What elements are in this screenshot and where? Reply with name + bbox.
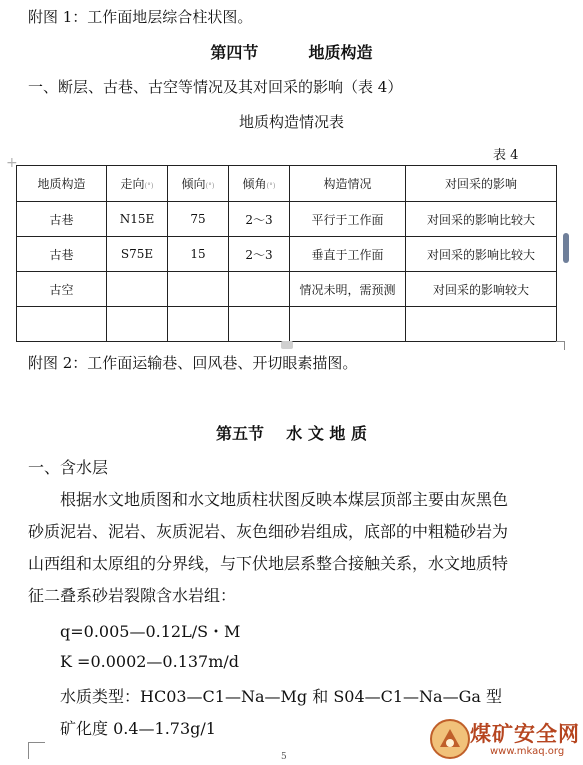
mine-logo-icon [428,717,472,761]
table-row [17,237,557,272]
table-cell: 2～3 [229,237,290,272]
table-cell [17,307,107,342]
table-header-row [17,166,557,202]
watermark-url: www.mkaq.org [490,746,565,757]
table-corner-mark [556,341,565,350]
table-header-cell: 倾角(°) [229,166,290,202]
appendix-1-caption: 附图 1：工作面地层综合柱状图。 [28,8,253,26]
table-cell [168,307,229,342]
table-cell: 2～3 [229,202,290,237]
page-number: 5 [281,752,287,762]
table-title: 地质构造情况表 [238,113,344,131]
mineralization: 矿化度 0.4—1.73g/1 [60,719,216,738]
table-cell: 对回采的影响比较大 [406,202,557,237]
table-cell: 古巷 [17,202,107,237]
paragraph-line: 山西组和太原组的分界线，与下伏地层系整合接触关系，水文地质特 [28,554,509,573]
formula-q: q=0.005—0.12L/S・M [60,622,241,641]
table-cell: 15 [168,237,229,272]
table-header-cell: 走向(°) [107,166,168,202]
water-quality-type: 水质类型：HC03—C1—Na—Mg 和 S04—C1—Na—Ga 型 [60,687,503,706]
table-header-cell: 对回采的影响 [406,166,557,202]
table-cell: N15E [107,202,168,237]
table-cell [229,272,290,307]
table-cell: 75 [168,202,229,237]
appendix-2-caption: 附图 2：工作面运输巷、回风巷、开切眼素描图。 [28,354,358,372]
page-corner-mark-left [28,742,45,759]
table-cell: 古巷 [17,237,107,272]
paragraph-line: 砂质泥岩、泥岩、灰质泥岩、灰色细砂岩组成，底部的中粗糙砂岩为 [28,522,509,541]
table-resize-handle-icon[interactable] [281,341,293,349]
table-cell [229,307,290,342]
subsection-aquifer-heading: 一、含水层 [28,458,109,477]
table-cell: 对回采的影响比较大 [406,237,557,272]
table-label: 表 4 [493,148,519,163]
table-cell: 对回采的影响较大 [406,272,557,307]
table-move-handle-icon[interactable]: + [6,155,18,171]
table-cell [107,272,168,307]
table-cell: 平行于工作面 [290,202,406,237]
subsection-faults-heading: 一、断层、古巷、古空等情况及其对回采的影响（表 4） [28,78,403,96]
table-cell [290,307,406,342]
table-cell: S75E [107,237,168,272]
table-header-cell: 地质构造 [17,166,107,202]
formula-k: K =0.0002—0.137m/d [60,652,240,671]
table-row [17,202,557,237]
table-header-cell: 倾向(°) [168,166,229,202]
table-cell: 古空 [17,272,107,307]
paragraph-line: 根据水文地质图和水文地质柱状图反映本煤层顶部主要由灰黑色 [60,490,509,509]
section-4-heading: 第四节 地质构造 [210,43,373,62]
section-5-heading: 第五节 水 文 地 质 [216,424,367,443]
paragraph-line: 征二叠系砂岩裂隙含水岩组： [28,586,237,605]
watermark-text: 煤矿安全网 [470,722,580,746]
table-row [17,307,557,342]
table-cell: 垂直于工作面 [290,237,406,272]
scroll-side-tab[interactable] [563,233,569,263]
table-cell: 情况未明，需预测 [290,272,406,307]
table-cell [168,272,229,307]
geology-structure-table [16,165,557,342]
table-cell [107,307,168,342]
table-row [17,272,557,307]
table-header-cell: 构造情况 [290,166,406,202]
table-cell [406,307,557,342]
